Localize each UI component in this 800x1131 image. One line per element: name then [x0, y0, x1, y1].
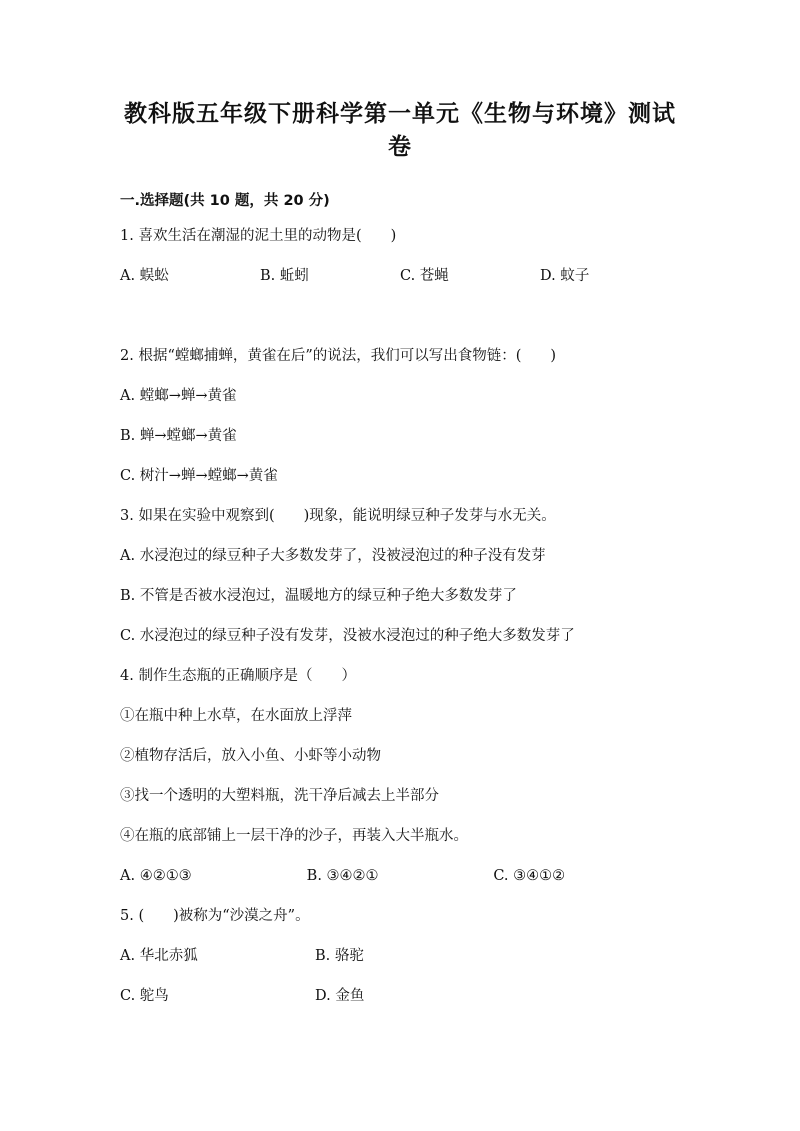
question-4-options — [120, 866, 680, 886]
spacer — [120, 306, 680, 346]
q1-option-a[interactable]: A. 蜈蚣 — [120, 268, 169, 284]
q3-option-c[interactable]: C. 水浸泡过的绿豆种子没有发芽，没被水浸泡过的种子绝大多数发芽了 — [120, 628, 575, 644]
q4-option-b[interactable]: B. ③④②① — [306, 868, 379, 884]
section-heading: 一.选择题(共 10 题，共 20 分) — [120, 193, 330, 209]
q1-option-b[interactable]: B. 蚯蚓 — [260, 268, 309, 284]
q5-option-b[interactable]: B. 骆驼 — [315, 948, 364, 964]
q4-option-a[interactable]: A. ④②①③ — [120, 868, 192, 884]
q2-option-a[interactable]: A. 螳螂→蝉→黄雀 — [120, 388, 237, 404]
q4-step-4: ④在瓶的底部铺上一层干净的沙子，再装入大半瓶水。 — [120, 828, 468, 844]
question-5-options-row-1 — [120, 946, 680, 966]
q4-step-1: ①在瓶中种上水草，在水面放上浮萍 — [120, 708, 352, 724]
q1-option-c[interactable]: C. 苍蝇 — [400, 268, 449, 284]
q1-option-d[interactable]: D. 蚊子 — [540, 268, 590, 284]
question-5: 5. ( )被称为“沙漠之舟”。 — [120, 908, 310, 924]
q3-option-a[interactable]: A. 水浸泡过的绿豆种子大多数发芽了，没被浸泡过的种子没有发芽 — [120, 548, 546, 564]
q2-option-b[interactable]: B. 蝉→螳螂→黄雀 — [120, 428, 237, 444]
q4-option-c[interactable]: C. ③④①② — [493, 868, 566, 884]
question-4: 4. 制作生态瓶的正确顺序是（ ） — [120, 668, 356, 684]
exam-title: 教科版五年级下册科学第一单元《生物与环境》测试卷 — [124, 101, 676, 160]
q4-step-2: ②植物存活后，放入小鱼、小虾等小动物 — [120, 748, 381, 764]
question-1: 1. 喜欢生活在潮湿的泥土里的动物是( ) — [120, 228, 397, 244]
question-5-options-row-2 — [120, 986, 680, 1006]
q5-option-c[interactable]: C. 鸵鸟 — [120, 988, 169, 1004]
q3-option-b[interactable]: B. 不管是否被水浸泡过，温暖地方的绿豆种子绝大多数发芽了 — [120, 588, 517, 604]
q4-step-3: ③找一个透明的大塑料瓶，洗干净后减去上半部分 — [120, 788, 439, 804]
question-2: 2. 根据“螳螂捕蝉，黄雀在后”的说法，我们可以写出食物链：( ) — [120, 348, 557, 364]
question-3: 3. 如果在实验中观察到( )现象，能说明绿豆种子发芽与水无关。 — [120, 508, 556, 524]
q5-option-d[interactable]: D. 金鱼 — [315, 988, 365, 1004]
question-1-options — [120, 266, 680, 286]
q5-option-a[interactable]: A. 华北赤狐 — [120, 948, 198, 964]
q2-option-c[interactable]: C. 树汁→蝉→螳螂→黄雀 — [120, 468, 278, 484]
